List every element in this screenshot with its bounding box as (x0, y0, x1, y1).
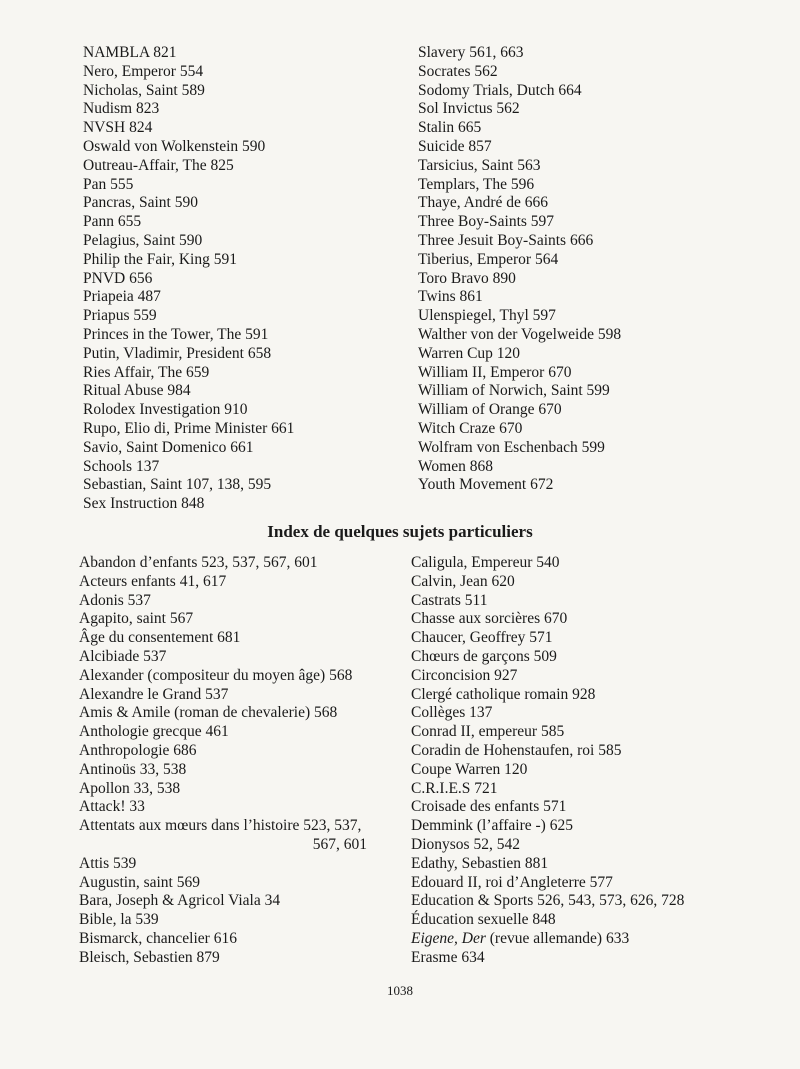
index-entry: Bara, Joseph & Agricol Viala 34 (79, 892, 281, 910)
index-entry: Âge du consentement 681 (79, 629, 241, 647)
index-column-top-left (83, 44, 413, 514)
index-entry: Rupo, Elio di, Prime Minister 661 (83, 419, 295, 437)
index-entry: William of Orange 670 (418, 401, 562, 419)
index-entry: Tarsicius, Saint 563 (418, 156, 541, 174)
index-entry: Socrates 562 (418, 62, 498, 80)
index-entry-continuation: 567, 601 (312, 835, 367, 853)
index-entry: Conrad II, empereur 585 (411, 723, 565, 741)
index-entry: Sebastian, Saint 107, 138, 595 (83, 476, 272, 494)
index-entry: Warren Cup 120 (418, 344, 521, 362)
index-column-bottom-left (79, 554, 419, 968)
index-entry: Collèges 137 (411, 704, 493, 722)
index-entry: Antinoüs 33, 538 (79, 760, 187, 778)
index-entry: Suicide 857 (418, 137, 492, 155)
index-entry: Bismarck, chancelier 616 (79, 929, 237, 947)
index-entry: Schools 137 (83, 457, 160, 475)
index-entry: Women 868 (418, 457, 493, 475)
index-entry: Erasme 634 (411, 948, 485, 966)
index-entry: C.R.I.E.S 721 (411, 779, 498, 797)
index-entry: Edouard II, roi d’Angleterre 577 (411, 873, 613, 891)
index-entry: Alexandre le Grand 537 (79, 685, 229, 703)
index-entry: Bible, la 539 (79, 911, 159, 929)
index-entry: Circoncision 927 (411, 666, 518, 684)
index-entry: Edathy, Sebastien 881 (411, 854, 549, 872)
index-entry: Twins 861 (418, 288, 483, 306)
index-entry: Calvin, Jean 620 (411, 572, 515, 590)
index-entry: Toro Bravo 890 (418, 269, 516, 287)
index-entry: Apollon 33, 538 (79, 779, 181, 797)
index-entry: Caligula, Empereur 540 (411, 554, 560, 571)
index-entry: Tiberius, Emperor 564 (418, 250, 559, 268)
index-entry: Agapito, saint 567 (79, 610, 194, 628)
index-entry: Three Jesuit Boy-Saints 666 (418, 231, 594, 249)
index-entry: Coradin de Hohenstaufen, roi 585 (411, 741, 622, 759)
index-entry (79, 817, 419, 855)
index-entry: Anthologie grecque 461 (79, 723, 229, 741)
index-entry: Éducation sexuelle 848 (411, 911, 556, 929)
index-entry: Ulenspiegel, Thyl 597 (418, 307, 556, 325)
index-entry: Rolodex Investigation 910 (83, 401, 248, 419)
index-entry-title: Eigene, Der (411, 929, 486, 947)
index-entry: Coupe Warren 120 (411, 760, 528, 778)
index-entry: Slavery 561, 663 (418, 44, 524, 61)
index-entry: William II, Emperor 670 (418, 363, 572, 381)
index-entry: Priapeia 487 (83, 288, 161, 306)
index-entry: Pann 655 (83, 213, 142, 231)
index-entry-rest: (revue allemande) 633 (485, 929, 630, 947)
index-entry: Wolfram von Eschenbach 599 (418, 438, 605, 456)
index-entry: PNVD 656 (83, 269, 153, 287)
index-entry: Templars, The 596 (418, 175, 535, 193)
index-entry: Pancras, Saint 590 (83, 194, 198, 212)
index-entry: Chaucer, Geoffrey 571 (411, 629, 553, 647)
index-entry: Nudism 823 (83, 100, 160, 118)
index-entry: Pan 555 (83, 175, 134, 193)
index-entry-line: Attentats aux mœurs dans l’histoire 523, 537, (79, 817, 362, 835)
index-entry: Sodomy Trials, Dutch 664 (418, 81, 582, 99)
index-entry: Oswald von Wolkenstein 590 (83, 137, 266, 155)
index-entry: Dionysos 52, 542 (411, 835, 520, 853)
page-number: 1038 (387, 983, 413, 998)
index-entry: Adonis 537 (79, 591, 151, 609)
index-entry: Putin, Vladimir, President 658 (83, 344, 272, 362)
index-entry: Alexander (compositeur du moyen âge) 568 (79, 666, 353, 684)
index-entry: Anthropologie 686 (79, 741, 197, 759)
index-entry: Education & Sports 526, 543, 573, 626, 728 (411, 892, 685, 910)
index-entry: Savio, Saint Domenico 661 (83, 438, 254, 456)
index-entry: Youth Movement 672 (418, 476, 554, 494)
index-entry: Three Boy-Saints 597 (418, 213, 555, 231)
index-entry: William of Norwich, Saint 599 (418, 382, 610, 400)
index-entry: Princes in the Tower, The 591 (83, 325, 269, 343)
index-entry: NAMBLA 821 (83, 44, 177, 61)
index-entry: Philip the Fair, King 591 (83, 250, 237, 268)
index-entry: Bleisch, Sebastien 879 (79, 948, 220, 966)
index-column-top-right (418, 44, 788, 495)
index-entry: Nicholas, Saint 589 (83, 81, 205, 99)
index-entry: Demmink (l’affaire -) 625 (411, 817, 573, 835)
index-entry: Sol Invictus 562 (418, 100, 520, 118)
index-entry: Walther von der Vogelweide 598 (418, 325, 622, 343)
index-entry: Nero, Emperor 554 (83, 62, 204, 80)
index-column-bottom-right (411, 554, 791, 968)
index-entry: Priapus 559 (83, 307, 157, 325)
index-entry: Sex Instruction 848 (83, 495, 205, 513)
index-entry: Clergé catholique romain 928 (411, 685, 596, 703)
index-entry: Ritual Abuse 984 (83, 382, 191, 400)
index-entry: NVSH 824 (83, 119, 153, 137)
index-entry: Ries Affair, The 659 (83, 363, 210, 381)
index-entry: Witch Craze 670 (418, 419, 523, 437)
index-entry (411, 930, 791, 949)
index-entry: Chœurs de garçons 509 (411, 647, 557, 665)
index-entry: Attack! 33 (79, 798, 145, 816)
index-entry: Thaye, André de 666 (418, 194, 548, 212)
index-entry: Castrats 511 (411, 591, 488, 609)
index-entry: Stalin 665 (418, 119, 482, 137)
index-entry: Attis 539 (79, 854, 137, 872)
index-entry: Acteurs enfants 41, 617 (79, 572, 227, 590)
index-entry: Outreau-Affair, The 825 (83, 156, 234, 174)
index-entry: Augustin, saint 569 (79, 873, 200, 891)
index-entry: Alcibiade 537 (79, 647, 167, 665)
index-entry: Croisade des enfants 571 (411, 798, 567, 816)
section-heading: Index de quelques sujets particuliers (267, 522, 533, 541)
index-entry: Abandon d’enfants 523, 537, 567, 601 (79, 554, 318, 571)
index-entry: Chasse aux sorcières 670 (411, 610, 568, 628)
index-entry: Pelagius, Saint 590 (83, 231, 203, 249)
index-entry: Amis & Amile (roman de chevalerie) 568 (79, 704, 338, 722)
